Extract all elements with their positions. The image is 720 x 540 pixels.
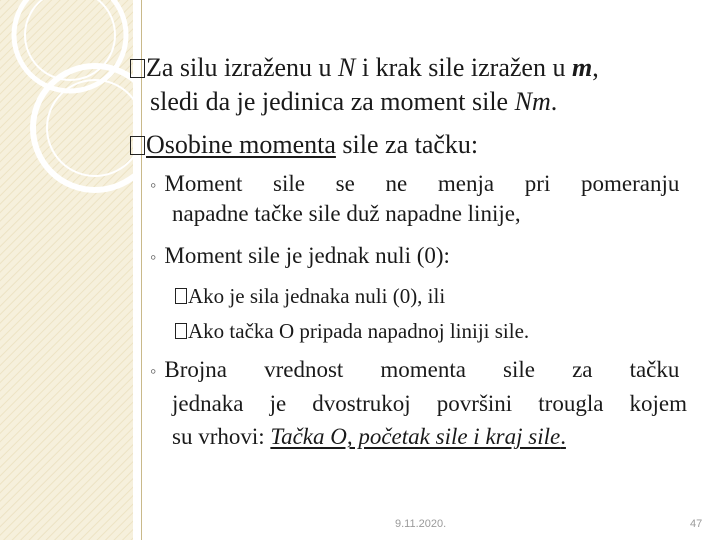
text: ,	[592, 53, 599, 82]
sub-bullet-3-line-1	[150, 357, 679, 383]
text: jednaka je dvostrukoj površini trougla kojem	[172, 391, 687, 416]
text: Moment sile je jednak nuli (0):	[164, 243, 450, 268]
bullet-marker	[130, 136, 145, 155]
footer-page-number: 47	[690, 518, 703, 530]
text: i krak sile izražen u	[355, 53, 572, 82]
italic-text: Tačka O, početak sile i kraj sile	[270, 424, 561, 449]
unit-nm: Nm	[514, 87, 551, 116]
bullet-marker	[130, 59, 145, 78]
text: napadne tačke sile duž napadne linije,	[172, 201, 521, 226]
sub-bullet-marker: ◦	[150, 175, 157, 195]
decorative-pattern	[0, 0, 133, 540]
text: Ako je sila jednaka nuli (0), ili	[188, 284, 446, 308]
sub-bullet-marker: ◦	[150, 247, 157, 267]
sub-bullet-marker: ◦	[150, 361, 157, 381]
text: .	[560, 424, 566, 449]
bullet-1-line-1	[130, 53, 599, 83]
text: sledi da je jedinica za moment sile	[150, 87, 515, 116]
sub-sub-bullet-2	[175, 319, 529, 344]
bullet-2	[130, 130, 478, 160]
text: Brojna vrednost momenta sile za tačku	[164, 357, 680, 382]
italic-underlined-text	[270, 424, 566, 449]
sub-bullet-1-line-1	[150, 171, 690, 197]
text: Ako tačka O pripada napadnoj liniji sile.	[188, 319, 530, 343]
unit-m: m	[571, 53, 593, 82]
footer-date: 9.11.2020.	[395, 518, 447, 530]
sub-bullet-1-line-2	[172, 201, 521, 227]
bullet-marker	[175, 288, 187, 304]
text: Moment sile se ne menja pri pomeranju	[164, 171, 680, 196]
sub-sub-bullet-1	[175, 284, 445, 309]
underlined-text: Osobine momenta	[146, 130, 336, 159]
sub-bullet-3-line-3	[172, 424, 566, 450]
bullet-marker	[175, 323, 187, 339]
text: .	[550, 87, 558, 116]
decorative-side-strip	[0, 0, 133, 540]
sub-bullet-3-line-2	[172, 391, 687, 417]
sub-bullet-2	[150, 243, 450, 269]
text: Za silu izraženu u	[146, 53, 339, 82]
unit-n: N	[338, 53, 356, 82]
text: su vrhovi:	[172, 424, 271, 449]
text: sile za tačku:	[335, 130, 479, 159]
bullet-1-line-2	[150, 87, 557, 117]
